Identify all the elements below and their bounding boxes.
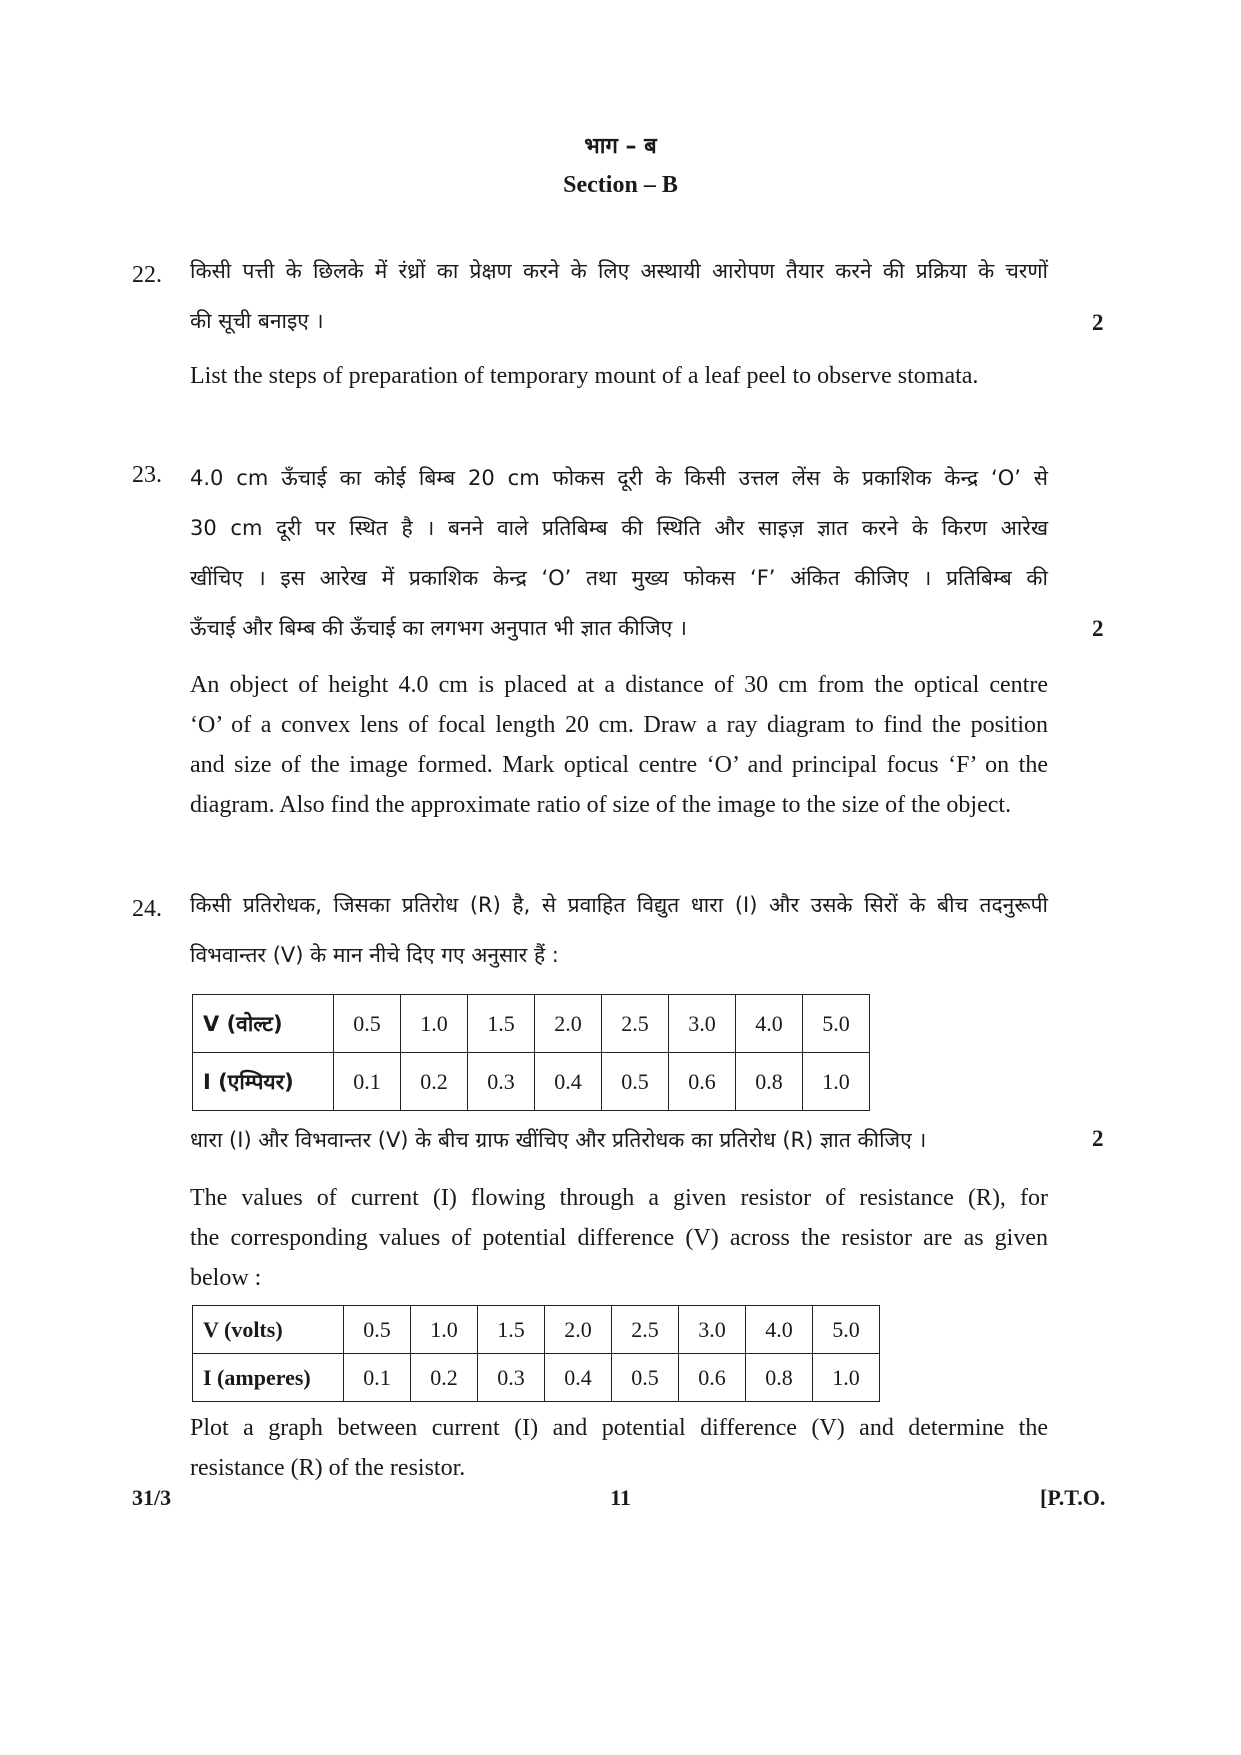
table-cell: 0.1 xyxy=(334,1053,401,1111)
table-cell: 0.6 xyxy=(679,1354,746,1402)
question-24-hindi-instruction: धारा (I) और विभवान्तर (V) के बीच ग्राफ खींचिए और प्रतिरोधक का प्रतिरोध (R) ज्ञात कीजिए । xyxy=(190,1128,927,1152)
table-row-current xyxy=(193,1354,880,1402)
table-cell: 0.5 xyxy=(334,995,401,1053)
table-cell: 1.0 xyxy=(401,995,468,1053)
table-cell: 1.0 xyxy=(803,1053,870,1111)
table-row-voltage xyxy=(193,1306,880,1354)
question-23-english-line-1: An object of height 4.0 cm is placed at a distance of 30 cm from the optical centre xyxy=(190,672,1048,698)
table-cell: 2.5 xyxy=(602,995,669,1053)
table-cell: 1.0 xyxy=(813,1354,880,1402)
table-cell: 4.0 xyxy=(736,995,803,1053)
table-cell: 0.3 xyxy=(478,1354,545,1402)
paper-code: 31/3 xyxy=(132,1485,172,1510)
question-24-hindi-line-2: विभवान्तर (V) के मान नीचे दिए गए अनुसार हैं : xyxy=(190,943,559,967)
table-cell: 0.4 xyxy=(535,1053,602,1111)
table-cell: 5.0 xyxy=(813,1306,880,1354)
table-cell: 0.4 xyxy=(545,1354,612,1402)
section-heading-english: Section – B xyxy=(563,172,678,198)
question-24-english-line-3: below : xyxy=(190,1265,262,1291)
question-23-english-line-4: diagram. Also find the approximate ratio of size of the image to the size of the object. xyxy=(190,792,1012,818)
table-cell: 0.8 xyxy=(736,1053,803,1111)
question-23-english-line-2: ‘O’ of a convex lens of focal length 20 cm. Draw a ray diagram to find the position xyxy=(190,712,1048,738)
table-label-voltage: V (volts) xyxy=(193,1306,344,1354)
question-24-number: 24. xyxy=(132,896,162,922)
section-heading-hindi: भाग – ब xyxy=(584,134,657,159)
page-number: 11 xyxy=(610,1485,631,1510)
data-table-hindi xyxy=(192,994,870,1111)
table-cell: 0.2 xyxy=(401,1053,468,1111)
table-cell: 1.0 xyxy=(411,1306,478,1354)
table-label-current: I (एम्पियर) xyxy=(193,1053,334,1111)
table-cell: 5.0 xyxy=(803,995,870,1053)
table-cell: 0.1 xyxy=(344,1354,411,1402)
please-turn-over: [P.T.O. xyxy=(1040,1485,1106,1510)
question-24-english-after-line-1: Plot a graph between current (I) and potential difference (V) and determine the xyxy=(190,1415,1048,1441)
question-22-number: 22. xyxy=(132,262,162,288)
question-23-number: 23. xyxy=(132,462,162,488)
table-cell: 3.0 xyxy=(679,1306,746,1354)
table-label-voltage: V (वोल्ट) xyxy=(193,995,334,1053)
question-24-hindi-line-1: किसी प्रतिरोधक, जिसका प्रतिरोध (R) है, से प्रवाहित विद्युत धारा (I) और उसके सिरों के बीच तदनुरूपी xyxy=(190,893,1048,917)
question-22-hindi-line-2: की सूची बनाइए । xyxy=(190,309,324,333)
question-22-marks: 2 xyxy=(1092,310,1104,335)
question-23-marks: 2 xyxy=(1092,616,1104,641)
table-row-voltage xyxy=(193,995,870,1053)
table-label-current: I (amperes) xyxy=(193,1354,344,1402)
table-cell: 2.0 xyxy=(535,995,602,1053)
question-23-hindi-line-3: खींचिए । इस आरेख में प्रकाशिक केन्द्र ‘O’ तथा मुख्य फोकस ‘F’ अंकित कीजिए । प्रतिबिम्ब की xyxy=(190,566,1048,590)
question-24-marks: 2 xyxy=(1092,1126,1104,1151)
table-cell: 0.8 xyxy=(746,1354,813,1402)
table-cell: 1.5 xyxy=(468,995,535,1053)
question-23-hindi-line-1: 4.0 cm ऊँचाई का कोई बिम्ब 20 cm फोकस दूरी के किसी उत्तल लेंस के प्रकाशिक केन्द्र ‘O’ से xyxy=(190,466,1048,490)
table-cell: 0.6 xyxy=(669,1053,736,1111)
question-24-english-after-line-2: resistance (R) of the resistor. xyxy=(190,1455,466,1481)
table-cell: 0.5 xyxy=(612,1354,679,1402)
table-cell: 0.2 xyxy=(411,1354,478,1402)
table-cell: 2.0 xyxy=(545,1306,612,1354)
question-24-english-line-1: The values of current (I) flowing through a given resistor of resistance (R), for xyxy=(190,1185,1048,1211)
question-23-english-line-3: and size of the image formed. Mark optical centre ‘O’ and principal focus ‘F’ on the xyxy=(190,752,1048,778)
table-cell: 3.0 xyxy=(669,995,736,1053)
data-table-english xyxy=(192,1305,880,1402)
question-24-english-line-2: the corresponding values of potential difference (V) across the resistor are as given xyxy=(190,1225,1048,1251)
question-22-hindi-line-1: किसी पत्ती के छिलके में रंध्रों का प्रेक्षण करने के लिए अस्थायी आरोपण तैयार करने की प्रक्रिया के चरणों xyxy=(190,259,1048,283)
table-cell: 1.5 xyxy=(478,1306,545,1354)
table-cell: 0.3 xyxy=(468,1053,535,1111)
question-23-hindi-line-4: ऊँचाई और बिम्ब की ऊँचाई का लगभग अनुपात भी ज्ञात कीजिए । xyxy=(190,616,687,640)
question-23-hindi-line-2: 30 cm दूरी पर स्थित है । बनने वाले प्रतिबिम्ब की स्थिति और साइज़ ज्ञात करने के किरण आरेख xyxy=(190,516,1048,540)
table-cell: 2.5 xyxy=(612,1306,679,1354)
table-cell: 0.5 xyxy=(344,1306,411,1354)
table-cell: 0.5 xyxy=(602,1053,669,1111)
table-row-current xyxy=(193,1053,870,1111)
table-cell: 4.0 xyxy=(746,1306,813,1354)
question-22-english: List the steps of preparation of temporary mount of a leaf peel to observe stomata. xyxy=(190,363,979,389)
